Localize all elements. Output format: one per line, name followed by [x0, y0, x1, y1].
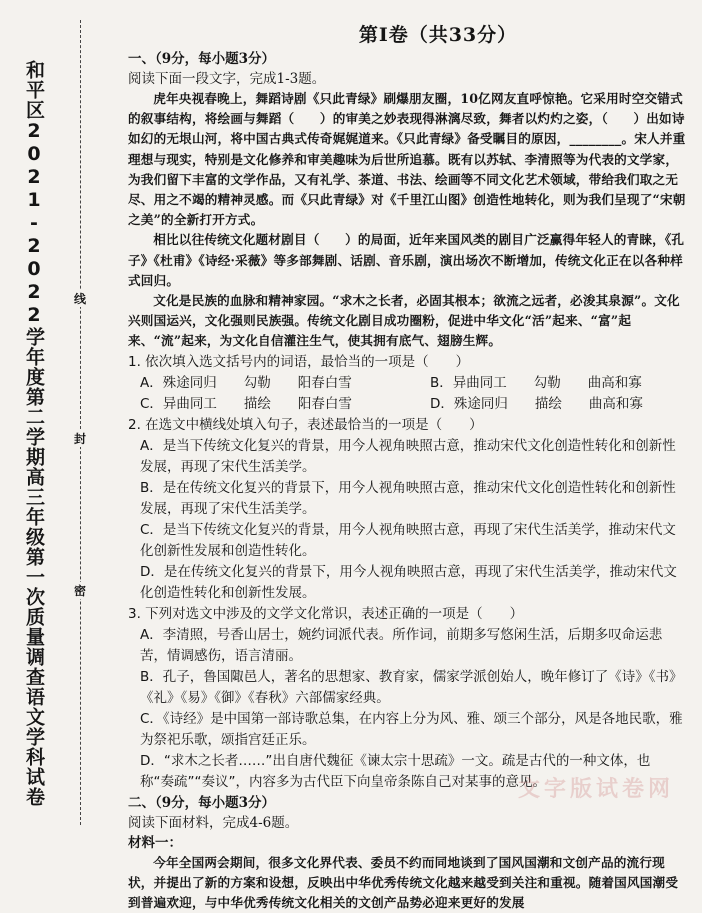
- section2-intro: 阅读下面材料，完成4-6题。: [128, 814, 299, 831]
- question-2-stem: 2. 在选文中横线处填入句子，表述最恰当的一项是（ ）: [128, 416, 483, 433]
- exam-title-vertical: 和平区2021-2022学年度第二学期高三年级第一次质量调查语文学科试卷: [23, 60, 45, 807]
- question-3-stem: 3. 下列对选文中涉及的文学文化常识，表述正确的一项是（ ）: [128, 605, 524, 622]
- material-1-paragraph: 今年全国两会期间，很多文化界代表、委员不约而同地谈到了国风国潮和文创产品的流行现状，并提出了新的方案和设想，反映出中华优秀传统文化越来越受到关注和重视。随着国风国潮受到普遍欢迎，与中华优秀传统文化相关的文创产品势必迎来更好的发展: [128, 854, 679, 911]
- question-2-option-c: C．是当下传统文化复兴的背景，用今人视角映照古意，再现了宋代生活美学，推动宋代文化创新性发展和创造性转化。: [140, 521, 676, 559]
- question-1-option-c: C．异曲同工 描绘 阳春白雪: [140, 395, 352, 412]
- material-1-label: 材料一：: [128, 834, 182, 851]
- binding-line: [80, 20, 81, 825]
- watermark: 文字版试卷网: [517, 777, 674, 802]
- question-1-option-a: A．殊途同归 勾勒 阳春白雪: [140, 374, 352, 391]
- question-2: [128, 415, 688, 604]
- volume-title: 第Ⅰ卷（共33分）: [358, 24, 518, 46]
- question-2-option-d: D．是在传统文化复兴的背景下，用今人视角映照古意，再现了宋代生活美学，推动宋代文化创造性转化和创新性发展。: [140, 563, 677, 601]
- question-3-option-b: B．孔子，鲁国陬邑人，著名的思想家、教育家，儒家学派创始人，晚年修订了《诗》《书》《礼》《易》《御》《春秋》六部儒家经典。: [140, 668, 683, 706]
- section1-title: 一、（9分，每小题3分）: [128, 51, 276, 67]
- question-3: [128, 604, 688, 793]
- question-3-option-d: D．“求木之长者……”出自唐代魏征《谏太宗十思疏》一文。疏是古代的一种文体，也称“奏疏”“奏议”，内容多为古代臣下向皇帝条陈自己对某事的意见。: [140, 752, 651, 790]
- binding-mark-line: 线: [70, 290, 90, 307]
- passage-paragraph-2: 相比以往传统文化题材剧目（ ）的局面，近年来国风类的剧目广泛赢得年轻人的青睐，《孔子》《杜甫》《诗经·采薇》等多部舞剧、话剧、音乐剧，演出场次不断增加，传统文化正在以各种样式回归。: [128, 232, 685, 288]
- question-2-option-b: B．是在传统文化复兴的背景下，用今人视角映照古意，推动宋代文化创造性转化和创新性发展，再现了宋代生活美学。: [140, 479, 676, 517]
- section1-intro: 阅读下面一段文字，完成1-3题。: [128, 71, 326, 87]
- passage-paragraph-3: 文化是民族的血脉和精神家园。“求木之长者，必固其根本；欲流之远者，必浚其泉源”。文化兴则国运兴，文化强则民族强。传统文化剧目成功圈粉，促进中华文化“活”起来、“富”起来、“流”起来，为文化自信灌注生气，使其拥有底气、翅膀生辉。: [128, 293, 680, 349]
- question-1-options: [128, 373, 688, 415]
- question-3-option-a: A．李清照，号香山居士，婉约词派代表。所作词，前期多写悠闲生活，后期多叹命运悲苦，情调感伤，语言清丽。: [140, 626, 663, 664]
- question-1-stem: 1. 依次填入选文括号内的词语，最恰当的一项是（ ）: [128, 353, 470, 370]
- question-2-option-a: A．是当下传统文化复兴的背景，用今人视角映照古意，推动宋代文化创造性转化和创新性发展，再现了宋代生活美学。: [140, 437, 676, 475]
- binding-mark-seal: 封: [70, 430, 90, 447]
- passage-paragraph-1: 虎年央视春晚上，舞蹈诗剧《只此青绿》刷爆朋友圈，10亿网友直呼惊艳。它采用时空交错式的叙事结构，将绘画与舞蹈（ ）的审美之妙表现得淋漓尽致，舞者以灼灼之姿，（ ）出如诗如幻的无垠山河，将中国古典式传奇娓娓道来。《只此青绿》备受瞩目的原因，________。宋人并重理想与现实，特别是文化修养和审美趣味为后世所追慕。既有以苏轼、李清照等为代表的文学家，为我们留下丰富的文学作品，又有礼学、茶道、书法、绘画等不同文化艺术领域，带给我们取之无尽、用之不竭的精神灵感。而《只此青绿》对《千里江山图》创造性地转化，则为我们呈现了“宋朝之美”的全新打开方式。: [128, 91, 686, 228]
- section2-title: 二、（9分，每小题3分）: [128, 794, 276, 811]
- question-1: [128, 352, 688, 415]
- question-1-option-d: D．殊途同归 描绘 曲高和寡: [430, 395, 643, 412]
- question-3-option-c: C．《诗经》是中国第一部诗歌总集，在内容上分为风、雅、颂三个部分，风是各地民歌，雅为祭祀乐歌，颂指宫廷正乐。: [140, 710, 683, 748]
- binding-mark-bind: 密: [70, 582, 90, 599]
- question-1-option-b: B．异曲同工 勾勒 曲高和寡: [430, 374, 642, 391]
